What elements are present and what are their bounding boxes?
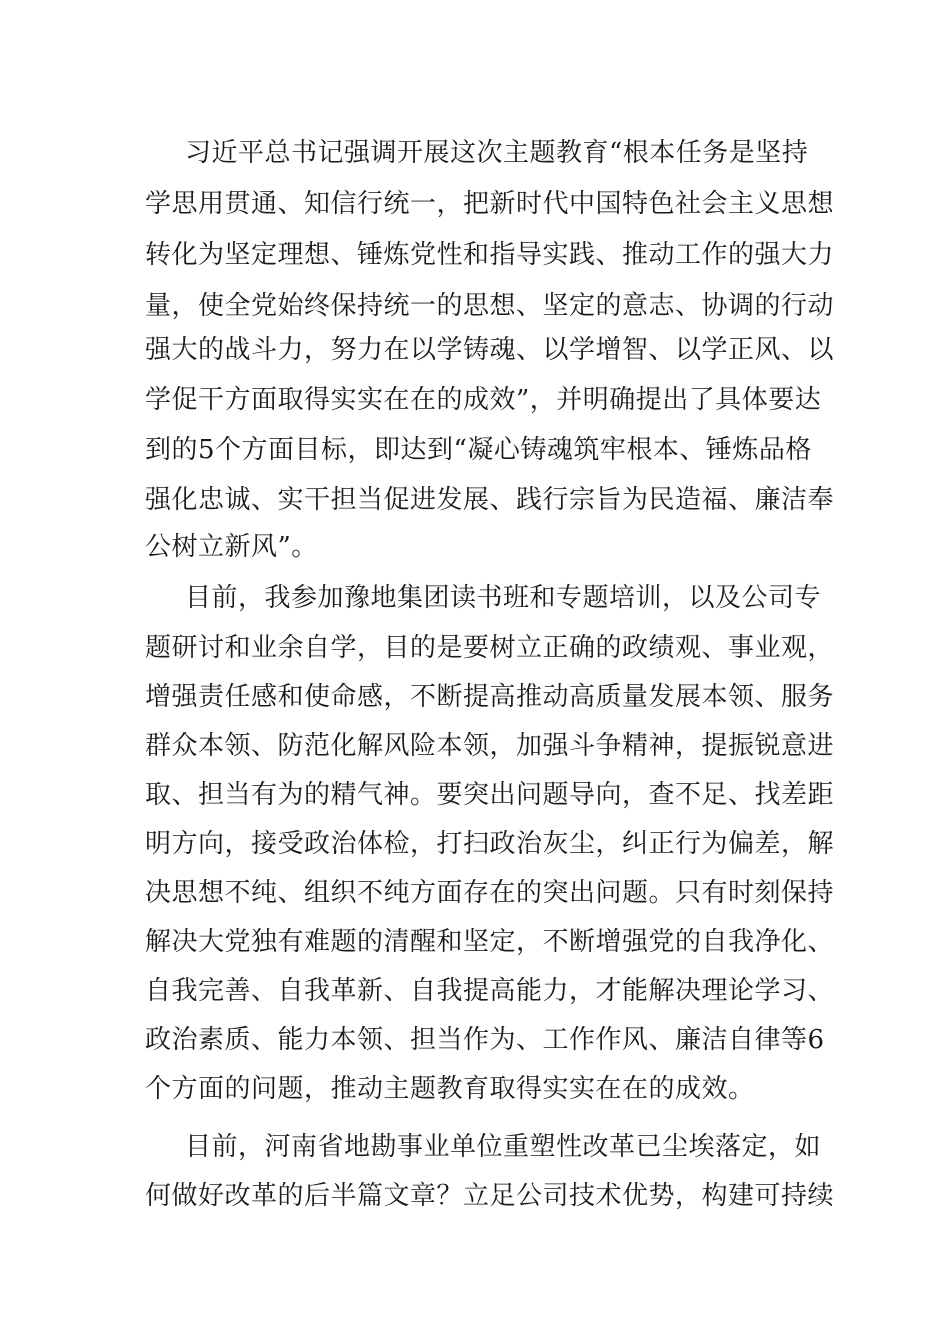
paragraph-2-line-6: 明方向，接受政治体检，打扫政治灰尘，纠正行为偏差，解 xyxy=(145,829,835,859)
paragraph-2-line-8: 解决大党独有难题的清醒和坚定，不断增强党的自我净化、 xyxy=(145,927,835,957)
paragraph-1-line-4: 量，使全党始终保持统一的思想、坚定的意志、协调的行动 xyxy=(145,291,835,321)
paragraph-1-line-3: 转化为坚定理想、锤炼党性和指导实践、推动工作的强大力 xyxy=(145,240,835,270)
paragraph-1-line-5: 强大的战斗力，努力在以学铸魂、以学增智、以学正风、以 xyxy=(145,335,835,365)
paragraph-2-line-2: 题研讨和业余自学，目的是要树立正确的政绩观、事业观， xyxy=(145,633,835,663)
paragraph-1-line-1: 习近平总书记强调开展这次主题教育“根本任务是坚持 xyxy=(185,138,809,168)
paragraph-1-line-7: 到的5个方面目标，即达到“凝心铸魂筑牢根本、锤炼品格 xyxy=(145,435,812,465)
paragraph-1-line-6: 学促干方面取得实实在在的成效”，并明确提出了具体要达 xyxy=(145,385,822,415)
paragraph-1-line-8: 强化忠诚、实干担当促进发展、践行宗旨为民造福、廉洁奉 xyxy=(145,485,835,515)
paragraph-3-line-2: 何做好改革的后半篇文章？立足公司技术优势，构建可持续 xyxy=(145,1181,835,1211)
paragraph-2-line-5: 取、担当有为的精气神。要突出问题导向，查不足、找差距 xyxy=(145,780,835,810)
paragraph-2-line-9: 自我完善、自我革新、自我提高能力，才能解决理论学习、 xyxy=(145,976,835,1006)
paragraph-1-line-2: 学思用贯通、知信行统一，把新时代中国特色社会主义思想 xyxy=(145,189,835,219)
paragraph-2-line-3: 增强责任感和使命感，不断提高推动高质量发展本领、服务 xyxy=(145,682,835,712)
paragraph-2-line-4: 群众本领、防范化解风险本领，加强斗争精神，提振锐意进 xyxy=(145,731,835,761)
paragraph-2-line-1: 目前，我参加豫地集团读书班和专题培训，以及公司专 xyxy=(185,583,822,613)
paragraph-1-line-9: 公树立新风”。 xyxy=(145,532,318,562)
paragraph-2-line-10: 政治素质、能力本领、担当作为、工作作风、廉洁自律等6 xyxy=(145,1025,825,1055)
paragraph-2-line-7: 决思想不纯、组织不纯方面存在的突出问题。只有时刻保持 xyxy=(145,878,835,908)
paragraph-2-line-11: 个方面的问题，推动主题教育取得实实在在的成效。 xyxy=(145,1074,755,1104)
paragraph-3-line-1: 目前，河南省地勘事业单位重塑性改革已尘埃落定，如 xyxy=(185,1132,822,1162)
